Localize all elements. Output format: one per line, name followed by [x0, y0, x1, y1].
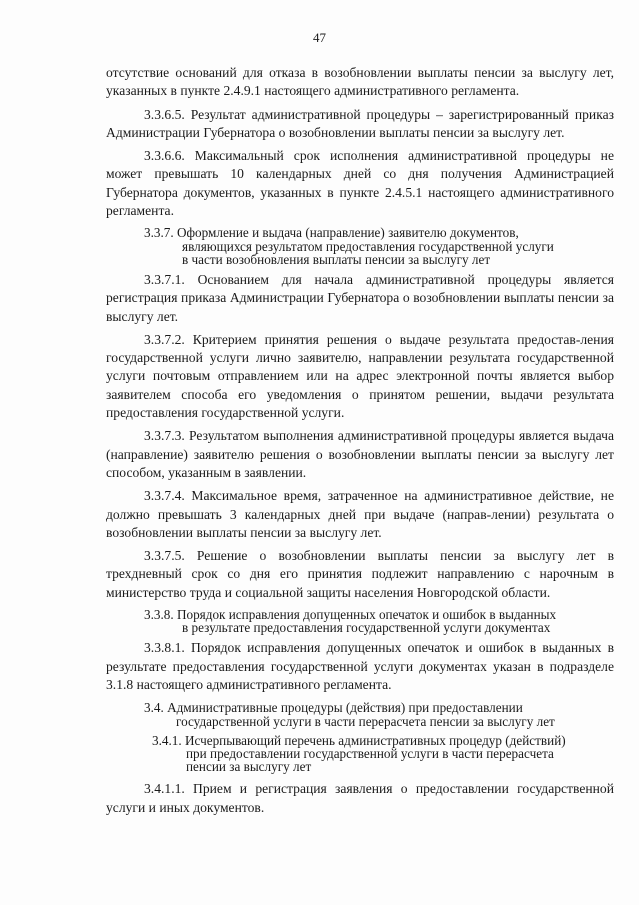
paragraph: отсутствие оснований для отказа в возобновлении выплаты пенсии за выслугу лет, указанных в пункте 2.4.9.1 настоящего административного регламента. [106, 65, 614, 99]
paragraph: 3.3.6.6. Максимальный срок исполнения административной процедуры не может превышать 10 календарных дней со дня получения Администрацией Губернатора документов, указанных в пункте 2.4.5.1 настоящего административного регламента. [106, 148, 614, 219]
page-number: 47 [313, 30, 326, 45]
heading-line: в части возобновления выплаты пенсии за выслугу лет [182, 251, 491, 267]
paragraph: 3.3.7.4. Максимальное время, затраченное на административное действие, не должно превышать 3 календарных дней при выдаче (направ-лении) результата о возобновлении выплаты пенсии за выслугу лет. [106, 488, 614, 540]
heading-line: 3.4. Административные процедуры (действия) при предоставлении [144, 700, 523, 716]
section-heading [106, 226, 614, 266]
heading-line: 3.3.7. Оформление и выдача (направление) заявителю документов, [144, 225, 519, 241]
section-heading [106, 701, 614, 727]
document-body [106, 64, 614, 817]
paragraph: 3.3.7.3. Результатом выполнения административной процедуры является выдача (направление) заявителю решения о возобновлении выплаты пенсии за выслугу лет способом, указанным в заявлении. [106, 428, 614, 480]
paragraph: 3.3.7.5. Решение о возобновлении выплаты пенсии за выслугу лет в трехдневный срок со дня его принятия подлежит направлению с нарочным в министерство труда и социальной защиты населения Новгородской области. [106, 548, 614, 600]
heading-line: пенсии за выслугу лет [186, 759, 312, 775]
paragraph: 3.4.1.1. Прием и регистрация заявления о предоставлении государственной услуги и иных документов. [106, 781, 614, 815]
heading-line: являющихся результатом предоставления государственной услуги [182, 238, 554, 254]
heading-line: в результате предоставления государственной услуги документах [182, 620, 551, 636]
paragraph: 3.3.7.2. Критерием принятия решения о выдаче результата предостав-ления государственной услуги лично заявителю, направлении результата государственной услуги почтовым отправлением или на адрес электронной почты является выбор заявителем способа его уведомления о принятом решении, выдачи результата предоставления государственной услуги. [106, 331, 614, 421]
paragraph: 3.3.7.1. Основанием для начала административной процедуры является регистрация приказа Администрации Губернатора о возобновлении выплаты пенсии за выслугу лет. [106, 271, 614, 324]
paragraph: 3.3.8.1. Порядок исправления допущенных опечаток и ошибок в выданных в результате предоставления государственной услуги документах указан в подразделе 3.1.8 настоящего административного регламента. [106, 640, 614, 693]
section-heading [106, 734, 614, 774]
section-heading [106, 608, 614, 634]
heading-line: 3.4.1. Исчерпывающий перечень административных процедур (действий) [152, 732, 566, 748]
heading-line: государственной услуги в части перерасчета пенсии за выслугу лет [176, 713, 555, 729]
heading-line: при предоставлении государственной услуги в части перерасчета [186, 745, 554, 761]
paragraph: 3.3.6.5. Результат административной процедуры – зарегистрированный приказ Администрации Губернатора о возобновлении выплаты пенсии за выслугу лет. [106, 106, 614, 140]
heading-line: 3.3.8. Порядок исправления допущенных опечаток и ошибок в выданных [144, 607, 557, 623]
